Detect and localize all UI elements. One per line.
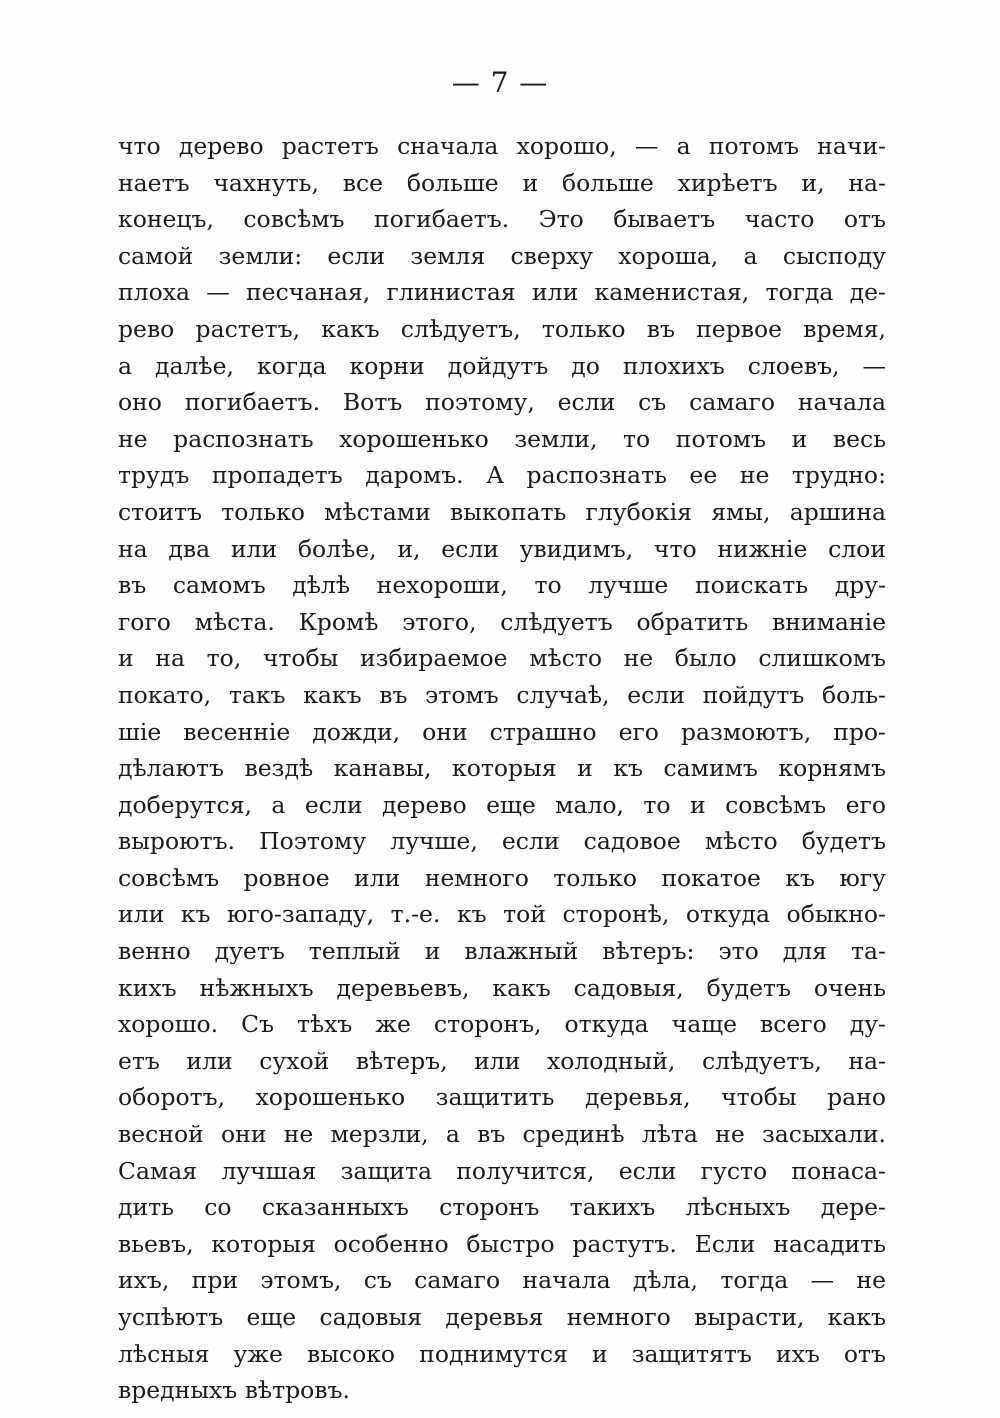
text-line: рево растетъ, какъ слѣдуетъ, только въ первое время, <box>118 314 886 343</box>
text-line: самой земли: если земля сверху хороша, а сыcподу <box>118 241 886 270</box>
text-line: успѣютъ еще садовыя деревья немного вырасти, какъ <box>118 1303 886 1331</box>
text-line: хорошо. Съ тѣхъ же сторонъ, откуда чаще всего ду- <box>118 1010 886 1039</box>
text-line: весной они не мерзли, а въ срединѣ лѣта не засыхали. <box>118 1120 886 1149</box>
text-line: Самая лучшая защита получится, если густо понаса- <box>118 1156 886 1185</box>
text-line: стоитъ только мѣстами выкопать глубокія ямы, аршина <box>118 497 886 526</box>
text-line: на два или болѣе, и, если увидимъ, что нижніе слои <box>118 534 886 563</box>
text-line: вьевъ, которыя особенно быстро растутъ. Если насадить <box>118 1229 886 1258</box>
text-line: венно дуетъ теплый и влажный вѣтеръ: это для та- <box>118 937 886 966</box>
text-line: наетъ чахнуть, все больше и больше хирѣетъ и, на- <box>118 168 886 197</box>
text-line: конецъ, совсѣмъ погибаетъ. Это бываетъ часто отъ <box>118 205 886 234</box>
text-line: въ самомъ дѣлѣ нехороши, то лучше поискать дру- <box>118 571 886 600</box>
text-line: выроютъ. Поэтому лучше, если садовое мѣсто будетъ <box>118 827 886 856</box>
text-line: гого мѣста. Кромѣ этого, слѣдуетъ обратить вниманіе <box>118 607 886 636</box>
text-line: оно погибаетъ. Вотъ поэтому, если съ самаго начала <box>118 388 886 417</box>
text-line: етъ или сухой вѣтеръ, или холодный, слѣдуетъ, на- <box>118 1046 886 1075</box>
text-line: оборотъ, хорошенько защитить деревья, чтобы рано <box>118 1083 886 1112</box>
text-line: дѣлаютъ вездѣ канавы, которыя и къ самимъ корнямъ <box>118 754 886 783</box>
text-line: совсѣмъ ровное или немного только покатое къ югу <box>118 863 886 892</box>
text-line: и на то, чтобы избираемое мѣсто не было слишкомъ <box>118 644 886 673</box>
page-number: — 7 — <box>451 66 549 99</box>
text-line: не распознать хорошенько земли, то потомъ и весь <box>118 424 886 453</box>
text-line: покато, такъ какъ въ этомъ случаѣ, если пойдутъ боль- <box>118 680 886 709</box>
text-line: а далѣе, когда корни дойдутъ до плохихъ слоевъ, — <box>118 351 886 380</box>
text-line: дить со сказанныхъ сторонъ такихъ лѣсныхъ дере- <box>118 1193 886 1222</box>
text-line: вредныхъ вѣтровъ. <box>118 1376 350 1405</box>
text-line: шіе весенніе дожди, они страшно его размоютъ, про- <box>118 717 886 746</box>
text-line: или къ юго-западу, т.-е. къ той сторонѣ, откуда обыкно- <box>118 900 886 929</box>
text-line: доберутся, а если дерево еще мало, то и совсѣмъ его <box>118 790 886 819</box>
text-line: плоха — песчаная, глинистая или каменистая, тогда де- <box>118 278 886 307</box>
text-line: что дерево растетъ сначала хорошо, — а потомъ начи- <box>118 132 886 160</box>
text-line: кихъ нѣжныхъ деревьевъ, какъ садовыя, будетъ очень <box>118 973 886 1002</box>
text-line: трудъ пропадетъ даромъ. А распознать ее не трудно: <box>118 461 886 490</box>
text-line: лѣсныя уже высоко поднимутся и защитятъ ихъ отъ <box>118 1339 886 1368</box>
body-text <box>118 128 886 1409</box>
text-line: ихъ, при этомъ, съ самаго начала дѣла, тогда — не <box>118 1266 886 1295</box>
